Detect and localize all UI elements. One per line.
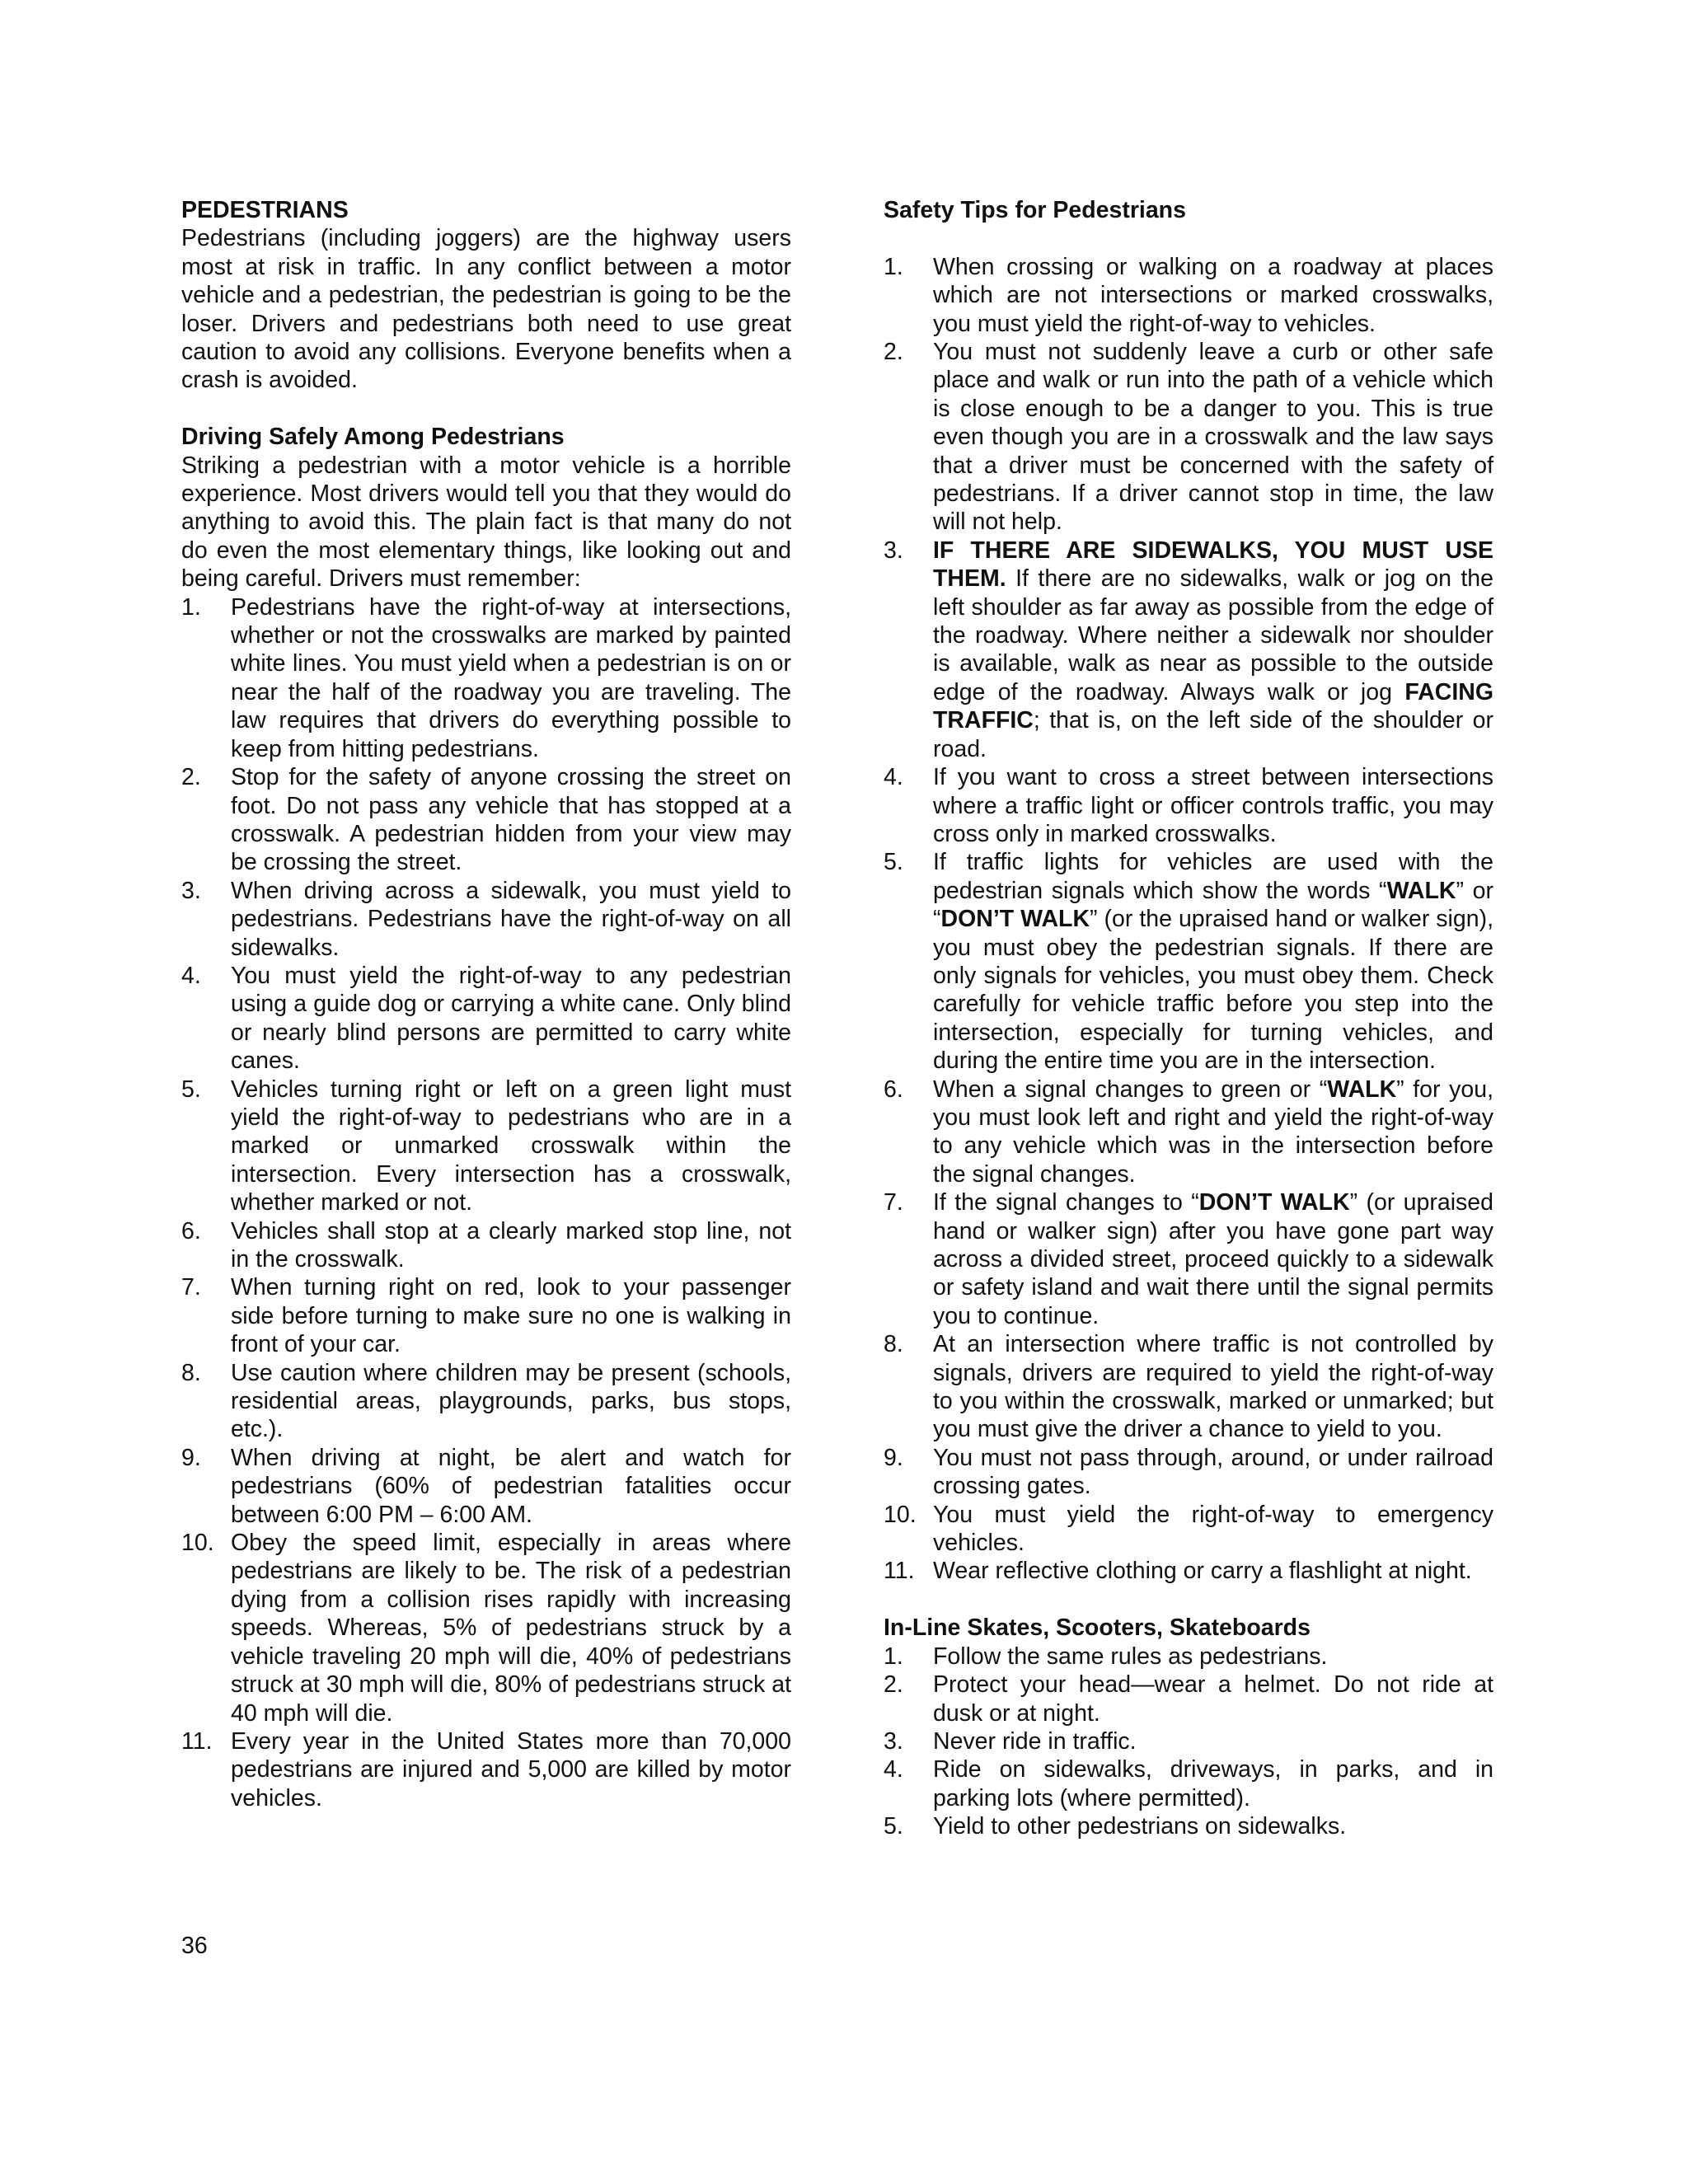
list-item: 10. You must yield the right-of-way to emergency vehicles.	[884, 1501, 1493, 1557]
section-heading-safety-tips: Safety Tips for Pedestrians	[884, 197, 1186, 223]
list-item: 3. When driving across a sidewalk, you must yield to pedestrians. Pedestrians have the right-of-way on all sidewalks.	[181, 877, 791, 961]
list-item: 4. You must yield the right-of-way to any pedestrian using a guide dog or carrying a white cane. Only blind or nearly blind persons are permitted to carry white canes.	[181, 962, 791, 1075]
list-item: 7. If the signal changes to “DON’T WALK” (or upraised hand or walker sign) after you have gone part way across a divided street, proceed quickly to a sidewalk or safety island and wait there until the signal permits you to continue.	[884, 1189, 1493, 1329]
driving-safely-paragraph: Striking a pedestrian with a motor vehicle is a horrible experience. Most drivers would tell you that they would do anything to avoid this. The plain fact is that many do not do even the most elementary things, like looking out and being careful. Drivers must remember:	[181, 452, 791, 593]
list-item: 7. When turning right on red, look to your passenger side before turning to make sure no one is walking in front of your car.	[181, 1274, 791, 1358]
list-item: 1. When crossing or walking on a roadway at places which are not intersections or marked crosswalks, you must yield the right-of-way to vehicles.	[884, 253, 1493, 337]
list-item: 9. You must not pass through, around, or under railroad crossing gates.	[884, 1444, 1493, 1500]
list-item: 4. If you want to cross a street between intersections where a traffic light or officer controls traffic, you may cross only in marked crosswalks.	[884, 764, 1493, 847]
list-item: 10. Obey the speed limit, especially in areas where pedestrians are likely to be. The risk of a pedestrian dying from a collision rises rapidly with increasing speeds. Whereas, 5% of pedestrians struck by a vehicle traveling 20 mph will die, 40% of pedestrians struck at 30 mph will die, 80% of pedestrians struck at 40 mph will die.	[181, 1530, 791, 1727]
subheading-inline-skates: In-Line Skates, Scooters, Skateboards	[884, 1615, 1311, 1642]
list-item: 2. You must not suddenly leave a curb or other safe place and walk or run into the path of a vehicle which is close enough to be a danger to you. This is true even though you are in a crosswalk and the law says that a driver must be concerned with the safety of pedestrians. If a driver cannot stop in time, the law will not help.	[884, 339, 1493, 536]
list-item: 1. Follow the same rules as pedestrians.	[884, 1643, 1328, 1670]
list-item: 4. Ride on sidewalks, driveways, in parks, and in parking lots (where permitted).	[884, 1756, 1493, 1811]
list-item: 8. At an intersection where traffic is not controlled by signals, drivers are required to yield the right-of-way to you within the crosswalk, marked or unmarked; but you must give the driver a chance to yield to you.	[884, 1331, 1493, 1443]
drivers-must-remember-list	[181, 593, 791, 1812]
list-item: 8. Use caution where children may be present (schools, residential areas, playgrounds, parks, bus stops, etc.).	[181, 1359, 791, 1443]
left-column	[181, 196, 791, 1812]
page-number: 36	[181, 1933, 208, 1959]
list-item: 11. Every year in the United States more than 70,000 pedestrians are injured and 5,000 are killed by motor vehicles.	[181, 1727, 791, 1811]
list-item: 5. Vehicles turning right or left on a green light must yield the right-of-way to pedestrians who are in a marked or unmarked crosswalk within the intersection. Every intersection has a crosswalk, whether marked or not.	[181, 1076, 791, 1216]
section-heading-pedestrians: PEDESTRIANS	[181, 197, 349, 223]
list-item: 6. When a signal changes to green or “WALK” for you, you must look left and right and yield the right-of-way to any vehicle which was in the intersection before the signal changes.	[884, 1076, 1493, 1188]
right-column	[884, 196, 1493, 1841]
subheading-driving-safely: Driving Safely Among Pedestrians	[181, 424, 565, 451]
list-item: 9. When driving at night, be alert and watch for pedestrians (60% of pedestrian fatalities occur between 6:00 PM – 6:00 AM.	[181, 1444, 791, 1528]
list-item: 5. Yield to other pedestrians on sidewalks.	[884, 1813, 1347, 1840]
list-item: 1. Pedestrians have the right-of-way at intersections, whether or not the crosswalks are marked by painted white lines. You must yield when a pedestrian is on or near the half of the roadway you are traveling. The law requires that drivers do everything possible to keep from hitting pedestrians.	[181, 593, 791, 762]
safety-tips-list	[884, 253, 1493, 1586]
skates-list	[884, 1643, 1493, 1841]
list-item: 3. IF THERE ARE SIDEWALKS, YOU MUST USE THEM. If there are no sidewalks, walk or jog on the left shoulder as far away as possible from the edge of the roadway. Where neither a sidewalk nor shoulder is available, walk as near as possible to the outside edge of the roadway. Always walk or jog FACING TRAFFIC; that is, on the left side of the shoulder or road.	[884, 537, 1493, 762]
list-item: 5. If traffic lights for vehicles are used with the pedestrian signals which show the words “WALK” or “DON’T WALK” (or the upraised hand or walker sign), you must obey the pedestrian signals. If there are only signals for vehicles, you must obey them. Check carefully for vehicle traffic before you step into the intersection, especially for turning vehicles, and during the entire time you are in the intersection.	[884, 849, 1494, 1075]
intro-paragraph: Pedestrians (including joggers) are the highway users most at risk in traffic. In any conflict between a motor vehicle and a pedestrian, the pedestrian is going to be the loser. Drivers and pedestrians both need to use great caution to avoid any collisions. Everyone benefits when a crash is avoided.	[181, 225, 791, 394]
list-item: 2. Protect your head—wear a helmet. Do not ride at dusk or at night.	[884, 1671, 1493, 1727]
list-item: 2. Stop for the safety of anyone crossing the street on foot. Do not pass any vehicle that has stopped at a crosswalk. A pedestrian hidden from your view may be crossing the street.	[181, 764, 791, 876]
list-item: 11. Wear reflective clothing or carry a flashlight at night.	[884, 1558, 1472, 1585]
list-item: 6. Vehicles shall stop at a clearly marked stop line, not in the crosswalk.	[181, 1217, 791, 1273]
list-item: 3. Never ride in traffic.	[884, 1727, 1137, 1755]
